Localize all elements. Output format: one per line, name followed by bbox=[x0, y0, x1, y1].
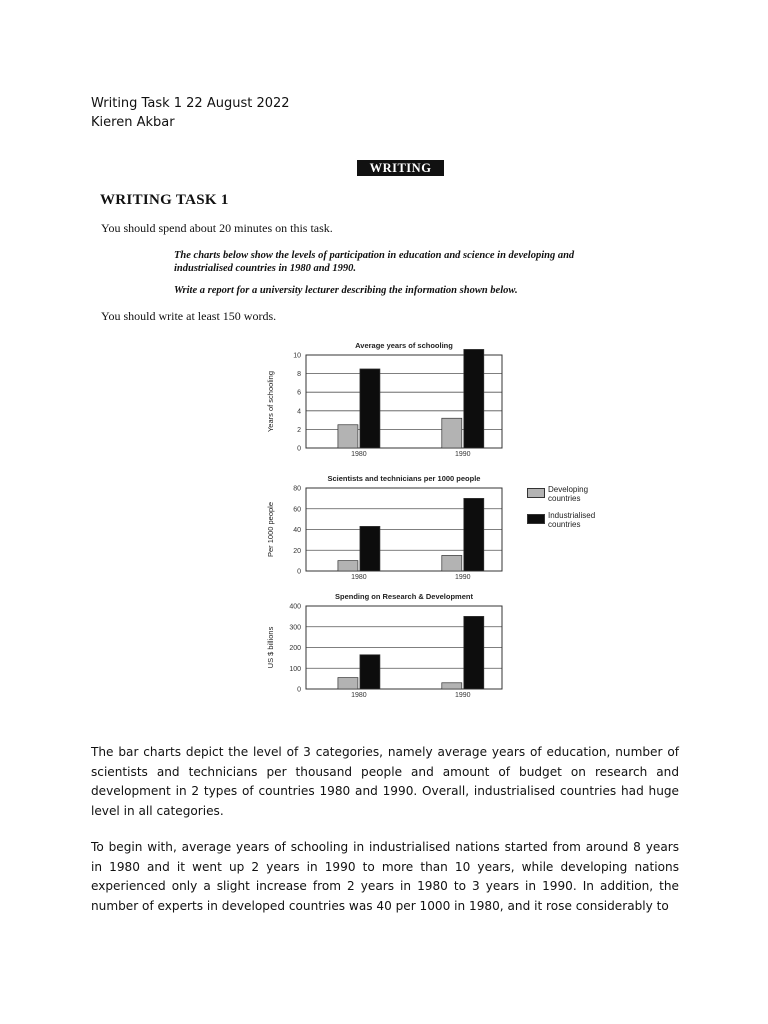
task-title: WRITING TASK 1 bbox=[100, 192, 229, 208]
chart-3-ylabel: US $ billions bbox=[266, 626, 275, 669]
chart-3-ytick-label: 100 bbox=[289, 665, 301, 673]
chart-3-ytick-label: 0 bbox=[297, 686, 301, 694]
legend-label-developing bbox=[548, 485, 588, 503]
legend-swatch-industrialised bbox=[527, 514, 545, 524]
chart-3-bar-developing-1980 bbox=[338, 678, 358, 689]
chart-1-bar-developing-1990 bbox=[442, 418, 462, 448]
chart-1-ytick-label: 8 bbox=[297, 371, 301, 379]
chart-3-bar-industrialised-1990 bbox=[464, 616, 484, 689]
legend-developing-line1: Developing bbox=[548, 485, 589, 494]
chart-1-ylabel: Years of schooling bbox=[266, 370, 275, 433]
essay-paragraph-1-text: The bar charts depict the level of 3 categories, namely average years of education, number of scientists and technicians per thousand people and amount of budget on research and development in 2 types of countries 1980 and 1990. Overall, industrialised countries had huge level in all categories. bbox=[91, 745, 679, 818]
chart-2-bar-developing-1990 bbox=[442, 555, 462, 571]
chart-2-bar-industrialised-1990 bbox=[464, 498, 484, 571]
chart-1-bar-industrialised-1990 bbox=[464, 349, 484, 448]
writing-banner: WRITING bbox=[357, 160, 444, 176]
essay-paragraph-2-text: To begin with, average years of schooling in industrialised nations started from around 8 years in 1980 and it went up 2 years in 1990 to more than 10 years, while developing nations experienced only a slight increase from 2 years in 1980 to 3 years in 1990. In addition, the number of experts in developed countries was 40 per 1000 in 1980, and it rose considerably to bbox=[91, 840, 679, 913]
chart-3-title: Spending on Research & Development bbox=[335, 592, 473, 601]
chart-1-ytick-label: 4 bbox=[297, 408, 301, 416]
chart-2-ytick-label: 0 bbox=[297, 568, 301, 576]
chart-2-bar-developing-1980 bbox=[338, 561, 358, 571]
chart-2-ytick-label: 20 bbox=[293, 547, 301, 555]
chart-1-bar-industrialised-1980 bbox=[360, 369, 380, 448]
chart-2-xtick-label: 1980 bbox=[351, 574, 367, 581]
essay-paragraph-2 bbox=[91, 838, 679, 916]
document-header-author: Kieren Akbar bbox=[91, 115, 175, 130]
chart-3-xtick-label: 1980 bbox=[351, 692, 367, 699]
chart-3-xtick-label: 1990 bbox=[455, 692, 471, 699]
chart-1-ytick-label: 0 bbox=[297, 445, 301, 453]
prompt-line-2: industrialised countries in 1980 and 1990. bbox=[174, 263, 357, 274]
chart-2-ytick-label: 60 bbox=[293, 506, 301, 514]
chart-2-ytick-label: 40 bbox=[293, 527, 301, 534]
chart-3-bar-industrialised-1980 bbox=[360, 655, 380, 689]
chart-1-xtick-label: 1980 bbox=[351, 451, 367, 458]
chart-3-ytick-label: 200 bbox=[289, 645, 301, 652]
chart-1-ytick-label: 2 bbox=[297, 426, 301, 434]
legend-swatch-developing bbox=[527, 488, 545, 498]
chart-1-ytick-label: 10 bbox=[293, 352, 301, 360]
legend-developing-line2: countries bbox=[548, 494, 581, 503]
chart-2-title: Scientists and technicians per 1000 people bbox=[327, 474, 481, 483]
legend-industrialised-line2: countries bbox=[548, 520, 581, 529]
chart-3-bar-developing-1990 bbox=[442, 683, 462, 689]
prompt-line-1: The charts below show the levels of participation in education and science in developing and bbox=[174, 250, 575, 261]
word-instruction: You should write at least 150 words. bbox=[101, 309, 277, 323]
chart-1-title: Average years of schooling bbox=[355, 341, 453, 350]
time-instruction: You should spend about 20 minutes on this task. bbox=[101, 221, 333, 235]
chart-2-bar-industrialised-1980 bbox=[360, 526, 380, 571]
chart-3-ytick-label: 400 bbox=[289, 603, 301, 611]
report-instruction: Write a report for a university lecturer describing the information shown below. bbox=[174, 285, 518, 296]
chart-1-bar-developing-1980 bbox=[338, 425, 358, 448]
document-header-date: Writing Task 1 22 August 2022 bbox=[91, 96, 290, 111]
chart-2-ytick-label: 80 bbox=[293, 485, 301, 493]
legend-label-industrialised bbox=[548, 511, 595, 529]
chart-3-ytick-label: 300 bbox=[289, 624, 301, 632]
chart-2-ylabel: Per 1000 people bbox=[266, 501, 275, 558]
essay-paragraph-1 bbox=[91, 743, 679, 821]
chart-1-ytick-label: 6 bbox=[297, 389, 301, 397]
chart-1-xtick-label: 1990 bbox=[455, 451, 471, 458]
legend-industrialised-line1: Industrialised bbox=[548, 511, 596, 520]
chart-2-xtick-label: 1990 bbox=[455, 574, 471, 581]
